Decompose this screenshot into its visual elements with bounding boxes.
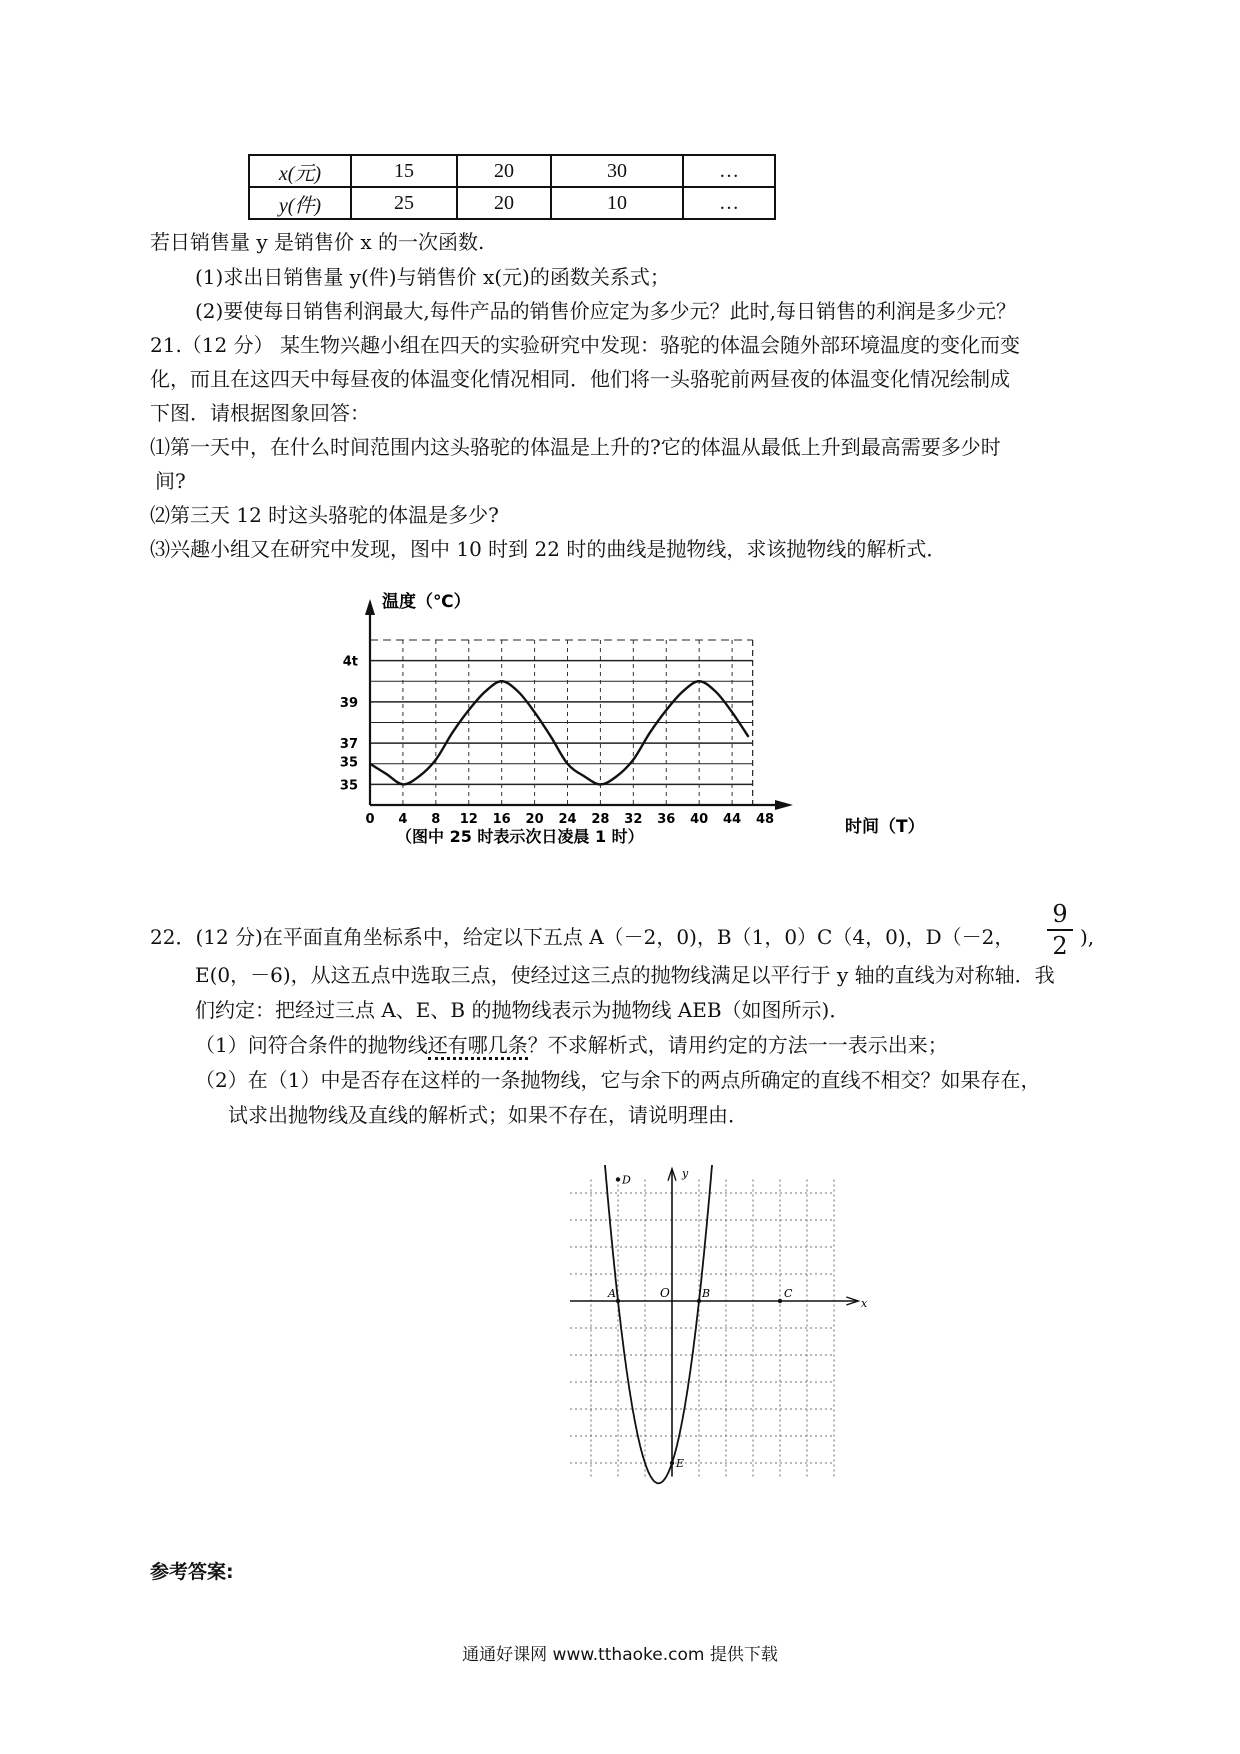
point-c-label: C — [784, 1287, 793, 1300]
table-header-y: y(件) — [249, 187, 351, 219]
x-tick-label: 4 — [398, 812, 408, 827]
table-cell: … — [683, 155, 775, 187]
q22-part1-emphasis: 还有哪几条 — [428, 1033, 528, 1060]
table-cell: 20 — [457, 187, 551, 219]
x-tick-label: 44 — [723, 812, 742, 827]
x-tick-label: 16 — [492, 812, 511, 827]
fraction-nine-halves — [1045, 900, 1075, 960]
q21-part1-cont: 间? — [155, 469, 186, 493]
x-tick-label: 8 — [431, 812, 441, 827]
x-tick-label: 0 — [365, 812, 375, 827]
parabola-aeb — [602, 1165, 715, 1483]
point-marker — [616, 1299, 620, 1303]
q21-part2: ⑵第三天 12 时这头骆驼的体温是多少? — [150, 503, 499, 527]
y-tick-label: 39 — [340, 695, 358, 711]
chart-ylabel: 温度（℃） — [382, 592, 471, 612]
point-marker — [697, 1299, 701, 1303]
q21-part3: ⑶兴趣小组又在研究中发现，图中 10 时到 22 时的曲线是抛物线，求该抛物线的解析式． — [150, 537, 947, 561]
q22-line1-end: ), — [1080, 925, 1095, 949]
x-tick-label: 48 — [755, 812, 775, 827]
table-cell: 10 — [551, 187, 683, 219]
chart-axes — [365, 599, 793, 810]
table-cell: … — [683, 187, 775, 219]
point-marker — [616, 1177, 620, 1181]
parabola-graph — [570, 1165, 980, 1505]
q21-line3: 下图．请根据图象回答： — [150, 401, 370, 425]
point-e-label: E — [676, 1457, 685, 1470]
q22-part1 — [195, 1028, 948, 1062]
temperature-chart — [340, 585, 960, 850]
q22-part1-pre: （1）问符合条件的抛物线 — [195, 1033, 428, 1057]
q22-part2: （2）在（1）中是否存在这样的一条抛物线，它与余下的两点所确定的直线不相交？如果存在， — [195, 1068, 1041, 1092]
x-tick-label: 32 — [624, 812, 643, 827]
y-tick-label: 35 — [340, 778, 358, 794]
point-d-label: D — [622, 1173, 631, 1187]
q22-line1: 22．(12 分)在平面直角坐标系中，给定以下五点 A（－2，0)，B（1，0）C（4，0)，D（－2， — [150, 925, 1015, 949]
q22-part2-cont: 试求出抛物线及直线的解析式；如果不存在，请说明理由． — [228, 1103, 748, 1127]
table-cell: 20 — [457, 155, 551, 187]
table-header-x: x(元) — [249, 155, 351, 187]
q22-part1-post: ？不求解析式，请用约定的方法一一表示出来； — [527, 1033, 948, 1057]
fraction-numerator: 9 — [1052, 900, 1068, 928]
temperature-curve — [370, 681, 749, 784]
point-marker — [778, 1299, 782, 1303]
y-tick-label: 4t — [342, 654, 358, 670]
chart-grid — [370, 640, 753, 805]
q22-line3: 们约定：把经过三点 A、E、B 的抛物线表示为抛物线 AEB（如图所示)． — [195, 998, 850, 1022]
x-tick-label: 40 — [690, 812, 709, 827]
fraction-denominator: 2 — [1052, 932, 1068, 960]
y-tick-label: 37 — [340, 737, 358, 753]
table-cell: 25 — [351, 187, 457, 219]
table-row — [249, 155, 775, 187]
y-tick-label: 35 — [340, 755, 358, 771]
q21-line2: 化，而且在这四天中每昼夜的体温变化情况相同．他们将一头骆驼前两昼夜的体温变化情况绘制成 — [150, 367, 1010, 391]
q20-part1: (1)求出日销售量 y(件)与销售价 x(元)的函数关系式； — [195, 265, 670, 289]
origin-label: O — [660, 1286, 670, 1300]
q21-part1: ⑴第一天中，在什么时间范围内这头骆驼的体温是上升的?它的体温从最低上升到最高需要多少时 — [150, 435, 1001, 459]
y-tick-labels — [340, 655, 358, 794]
x-tick-label: 20 — [525, 812, 544, 827]
graph-axes — [570, 1166, 858, 1477]
table-cell: 30 — [551, 155, 683, 187]
q20-part2: (2)要使每日销售利润最大,每件产品的销售价应定为多少元？此时,每日销售的利润是多少元？ — [195, 299, 1017, 323]
price-sales-table — [248, 154, 776, 220]
x-tick-label: 28 — [591, 812, 610, 827]
x-axis-label: x — [861, 1297, 868, 1310]
answer-heading: 参考答案: — [150, 1561, 234, 1583]
chart-y-arrow — [365, 599, 375, 615]
point-marker — [670, 1461, 674, 1465]
q21-line1: 21.（12 分） 某生物兴趣小组在四天的实验研究中发现：骆驼的体温会随外部环境温度的变化而变 — [150, 333, 1020, 357]
chart-x-arrow — [775, 800, 793, 810]
y-axis-label: y — [682, 1166, 689, 1180]
chart-note: （图中 25 时表示次日凌晨 1 时） — [396, 827, 644, 846]
page-footer: 通通好课网 www.tthaoke.com 提供下载 — [462, 1645, 778, 1665]
point-b-label: B — [702, 1287, 711, 1300]
table-cell: 15 — [351, 155, 457, 187]
table-row — [249, 187, 775, 219]
x-tick-label: 36 — [657, 812, 676, 827]
x-tick-labels — [365, 812, 774, 827]
q20-intro: 若日销售量 y 是销售价 x 的一次函数. — [150, 230, 485, 254]
point-a-label: A — [608, 1287, 616, 1300]
x-tick-label: 12 — [459, 812, 478, 827]
chart-xlabel: 时间（T） — [845, 817, 925, 837]
x-tick-label: 24 — [558, 812, 577, 827]
q22-line2: E(0，－6)，从这五点中选取三点，使经过这三点的抛物线满足以平行于 y 轴的直线为对称轴．我 — [195, 963, 1055, 987]
